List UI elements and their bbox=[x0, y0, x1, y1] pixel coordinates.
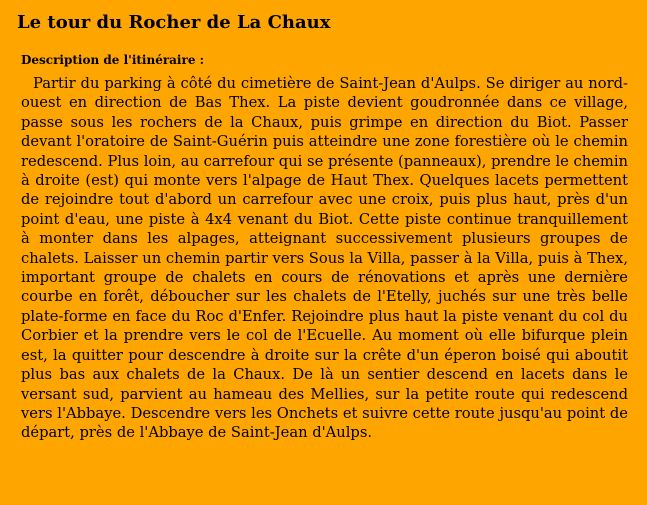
page-title: Le tour du Rocher de La Chaux bbox=[17, 12, 331, 33]
itinerary-description: Partir du parking à côté du cimetière de Saint-Jean d'Aulps. Se diriger au nord-ouest en direction de Bas Thex. La piste devient goudronnée dans ce village, passe sous les rochers de la Chaux, puis grimpe en direction du Biot. Passer devant l'oratoire de Saint-Guérin puis atteindre une zone forestière où le chemin redescend. Plus loin, au carrefour qui se présente (panneaux), prendre le chemin à droite (est) qui monte vers l'alpage de Haut Thex. Quelques lacets permettent de rejoindre tout d'abord un carrefour avec une croix, puis plus haut, près d'un point d'eau, une piste à 4x4 venant du Biot. Cette piste continue tranquillement à monter dans les alpages, atteignant successivement plusieurs groupes de chalets. Laisser un chemin partir vers Sous la Villa, passer à la Villa, puis à Thex, important groupe de chalets en cours de rénovations et après une dernière courbe en forêt, déboucher sur les chalets de l'Etelly, juchés sur une très belle plate-forme en face du Roc d'Enfer. Rejoindre plus haut la piste venant du col du Corbier et la prendre vers le col de l'Ecuelle. Au moment où elle bifurque plein est, la quitter pour descendre à droite sur la crête d'un éperon boisé qui aboutit plus bas aux chalets de la Chaux. De là un sentier descend en lacets dans le versant sud, parvient au hameau des Mellies, sur la petite route qui redescend vers l'Abbaye. Descendre vers les Onchets et suivre cette route jusqu'au point de départ, près de l'Abbaye de Saint-Jean d'Aulps. bbox=[21, 75, 628, 442]
section-heading: Description de l'itinéraire : bbox=[21, 53, 205, 67]
